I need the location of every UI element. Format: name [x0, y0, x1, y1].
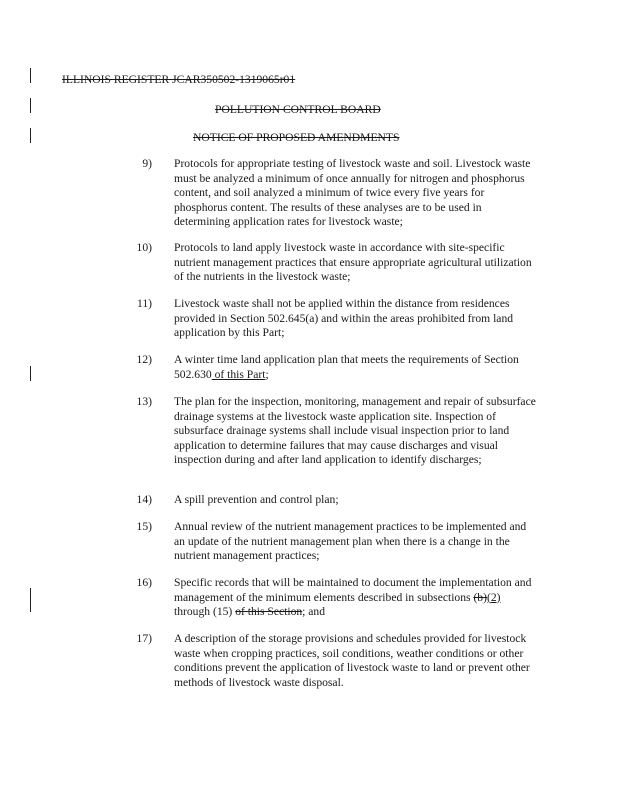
item-number: 12): [136, 353, 152, 366]
item-text-part: A winter time land application plan that meets the requirements of Section 502.630: [174, 353, 519, 381]
deleted-text: (b): [473, 590, 487, 604]
inserted-text: of this Part: [211, 367, 266, 381]
item-text: Protocols for appropriate testing of livestock waste and soil. Livestock waste must be analyzed a minimum of once annually for nitrogen and phosphorus content, and soil analyzed a minimum of twice every five years for phosphorus content. The results of these analyses are to be used in determining application rates for livestock waste;: [174, 157, 531, 229]
item-text: Annual review of the nutrient management practices to be implemented and an update of the nutrient management plan when there is a change in the nutrient management practices;: [174, 520, 527, 563]
board-name: POLLUTION CONTROL BOARD: [215, 103, 381, 116]
change-bar-header-1: [30, 68, 31, 83]
notice-title: NOTICE OF PROPOSED AMENDMENTS: [193, 131, 400, 144]
change-bar-item-16: [30, 588, 31, 612]
item-number: 10): [136, 241, 152, 254]
item-text-part: ;: [265, 367, 269, 381]
item-text: A spill prevention and control plan;: [174, 493, 339, 506]
item-number: 13): [136, 395, 152, 408]
change-bar-header-3: [30, 128, 31, 143]
inserted-text: (2): [486, 590, 501, 604]
item-text-part: through (15): [174, 605, 236, 619]
item-number: 9): [142, 157, 152, 170]
item-text: [174, 576, 539, 620]
item-number: 15): [136, 520, 152, 533]
item-text: Livestock waste shall not be applied within the distance from residences provided in Section 502.645(a) and within the areas prohibited from land application by this Part;: [174, 297, 514, 340]
item-number: 14): [136, 493, 152, 506]
register-header: ILLINOIS REGISTER JCAR350502-1319065r01: [62, 73, 296, 86]
deleted-text: of this Section: [235, 605, 303, 619]
item-text: The plan for the inspection, monitoring, management and repair of subsurface drainage systems at the livestock waste application site. Inspection of subsurface drainage systems shall include visual inspection prior to land application to determine failures that may cause discharges and visual inspection during and after land application to identify discharges;: [174, 395, 536, 467]
item-number: 16): [136, 576, 152, 589]
item-text: Protocols to land apply livestock waste in accordance with site-specific nutrient management practices that ensure appropriate agricultural utilization of the nutrients in the livestock waste;: [174, 241, 532, 284]
item-number: 17): [136, 632, 152, 645]
change-bar-header-2: [30, 98, 31, 113]
item-text-part: Specific records that will be maintained to document the implementation and management of the minimum elements described in subsections: [174, 576, 532, 604]
item-number: 11): [136, 297, 152, 310]
change-bar-item-12: [30, 366, 31, 381]
item-text-part: ; and: [302, 605, 326, 619]
item-text: [174, 353, 539, 382]
item-text: A description of the storage provisions and schedules provided for livestock waste when cropping practices, soil conditions, weather conditions or other conditions prevent the application of livestock waste to land or prevent other methods of livestock waste disposal.: [174, 632, 530, 689]
